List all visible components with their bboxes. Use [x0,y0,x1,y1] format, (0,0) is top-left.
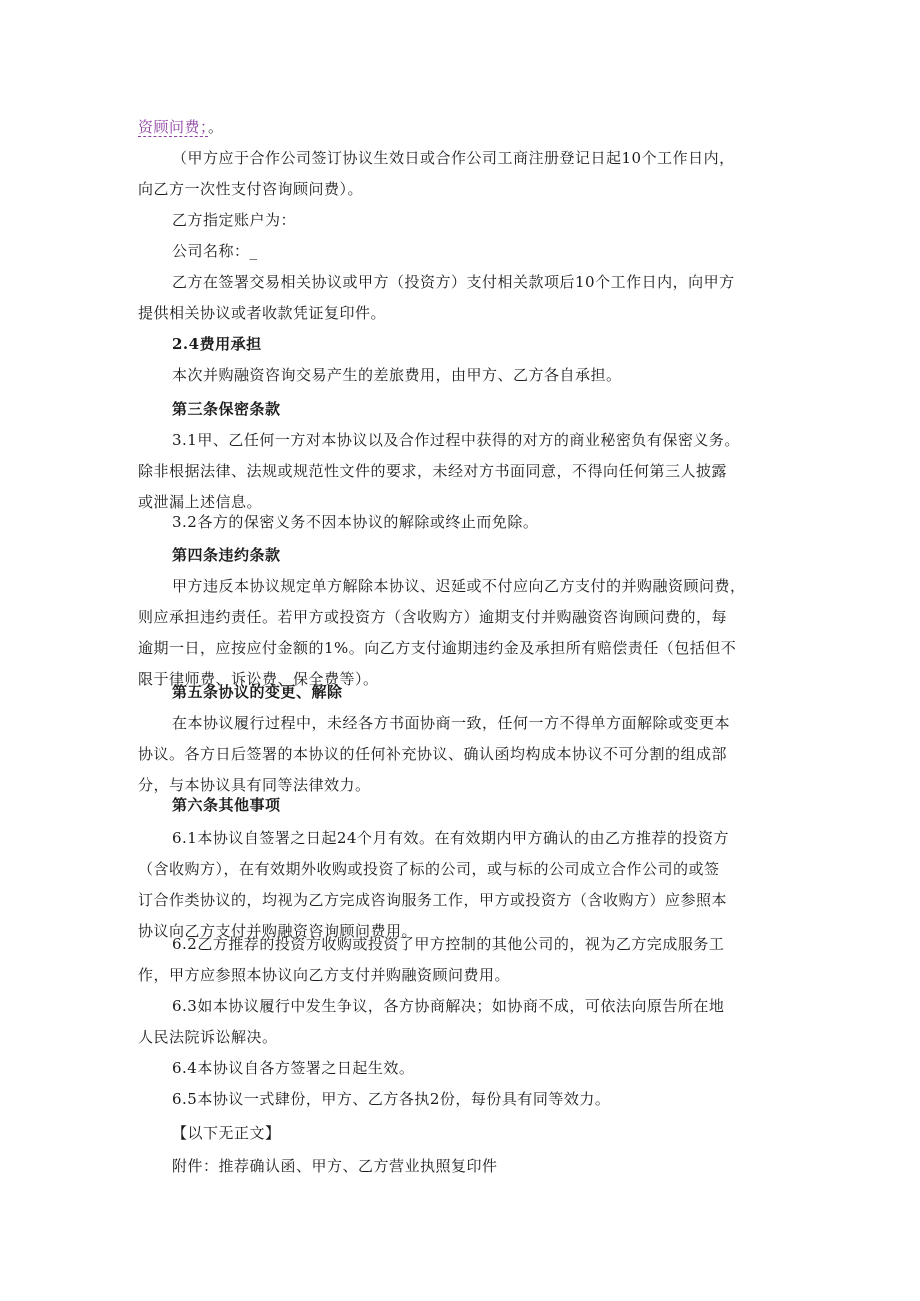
p4-line-1: 甲方违反本协议规定单方解除本协议、迟延或不付应向乙方支付的并购融资顾问费， [172,577,746,595]
p5-line-2: 协议。各方日后签署的本协议的任何补充协议、确认函均构成本协议不可分割的组成部 [138,745,728,763]
paragraph-6-4: 6.4本协议自各方签署之日起生效。 [172,1059,415,1077]
heading-article-5: 第五条协议的变更、解除 [172,683,343,701]
paragraph-6-2 [138,929,788,991]
docs-line-1: 乙方在签署交易相关协议或甲方（投资方）支付相关款项后10个工作日内，向甲方 [172,273,735,291]
paragraph-3-2: 3.2各方的保密义务不因本协议的解除或终止而免除。 [172,513,539,531]
p5-line-3: 分，与本协议具有同等法律效力。 [138,776,371,794]
p61-line-4: 协议向乙方支付并购融资咨询顾问费用。 [138,922,418,940]
top-line [138,112,788,143]
p62-line-2: 作，甲方应参照本协议向乙方支付并购融资顾问费用。 [138,966,511,984]
p62-line-1: 6.2乙方推荐的投资方收购或投资了甲方控制的其他公司的，视为乙方完成服务工 [172,935,725,953]
p63-line-2: 人民法院诉讼解决。 [138,1028,278,1046]
paragraph-6-5: 6.5本协议一式肆份，甲方、乙方各执2份，每份具有同等效力。 [172,1090,611,1108]
p63-line-1: 6.3如本协议履行中发生争议，各方协商解决；如协商不成，可依法向原告所在地 [172,997,725,1015]
p61-line-2: （含收购方），在有效期外收购或投资了标的公司，或与标的公司成立合作公司的或签 [138,860,720,878]
end-of-text-mark: 【以下无正文】 [172,1124,281,1142]
attachment-line: 附件：推荐确认函、甲方、乙方营业执照复印件 [172,1157,498,1175]
payment-paragraph [138,143,788,205]
p31-line-2: 除非根据法律、法规或规范性文件的要求，未经对方书面同意，不得向任何第三人披露 [138,462,728,480]
heading-article-3: 第三条保密条款 [172,400,281,418]
p4-line-2: 则应承担违约责任。若甲方或投资方（含收购方）逾期支付并购融资咨询顾问费的，每 [138,608,728,626]
paragraph-5 [138,708,788,801]
top-tail: 。 [208,118,224,136]
heading-article-4: 第四条违约条款 [172,546,281,564]
account-label: 乙方指定账户为： [172,211,297,229]
docs-paragraph [138,267,788,329]
docs-line-2: 提供相关协议或者收款凭证复印件。 [138,304,387,322]
p4-line-4: 限于律师费、诉讼费、保全费等）。 [138,670,379,688]
payment-line-2: 向乙方一次性支付咨询顾问费）。 [138,180,364,198]
p31-line-1: 3.1甲、乙任何一方对本协议以及合作过程中获得的对方的商业秘密负有保密义务。 [172,431,740,449]
payment-line-1: （甲方应于合作公司签订协议生效日或合作公司工商注册登记日起10个工作日内， [172,149,735,167]
p4-line-3: 逾期一日，应按应付金额的1%。向乙方支付逾期违约金及承担所有赔偿责任（包括但不 [138,639,737,657]
p61-line-3: 订合作类协议的，均视为乙方完成咨询服务工作，甲方或投资方（含收购方）应参照本 [138,891,728,909]
company-name: 公司名称：_ [172,242,258,260]
heading-article-6: 第六条其他事项 [172,796,281,814]
paragraph-3-1 [138,425,788,518]
p61-line-1: 6.1本协议自签署之日起24个月有效。在有效期内甲方确认的由乙方推荐的投资方 [172,829,729,847]
heading-2-4: 2.4费用承担 [172,335,262,353]
p5-line-1: 在本协议履行过程中，未经各方书面协商一致，任何一方不得单方面解除或变更本 [172,714,731,732]
paragraph-6-3 [138,991,788,1053]
paragraph-2-4: 本次并购融资咨询交易产生的差旅费用，由甲方、乙方各自承担。 [172,366,622,384]
p31-line-3: 或泄漏上述信息。 [138,493,263,511]
fee-link[interactable]: 资顾问费； [138,118,209,136]
